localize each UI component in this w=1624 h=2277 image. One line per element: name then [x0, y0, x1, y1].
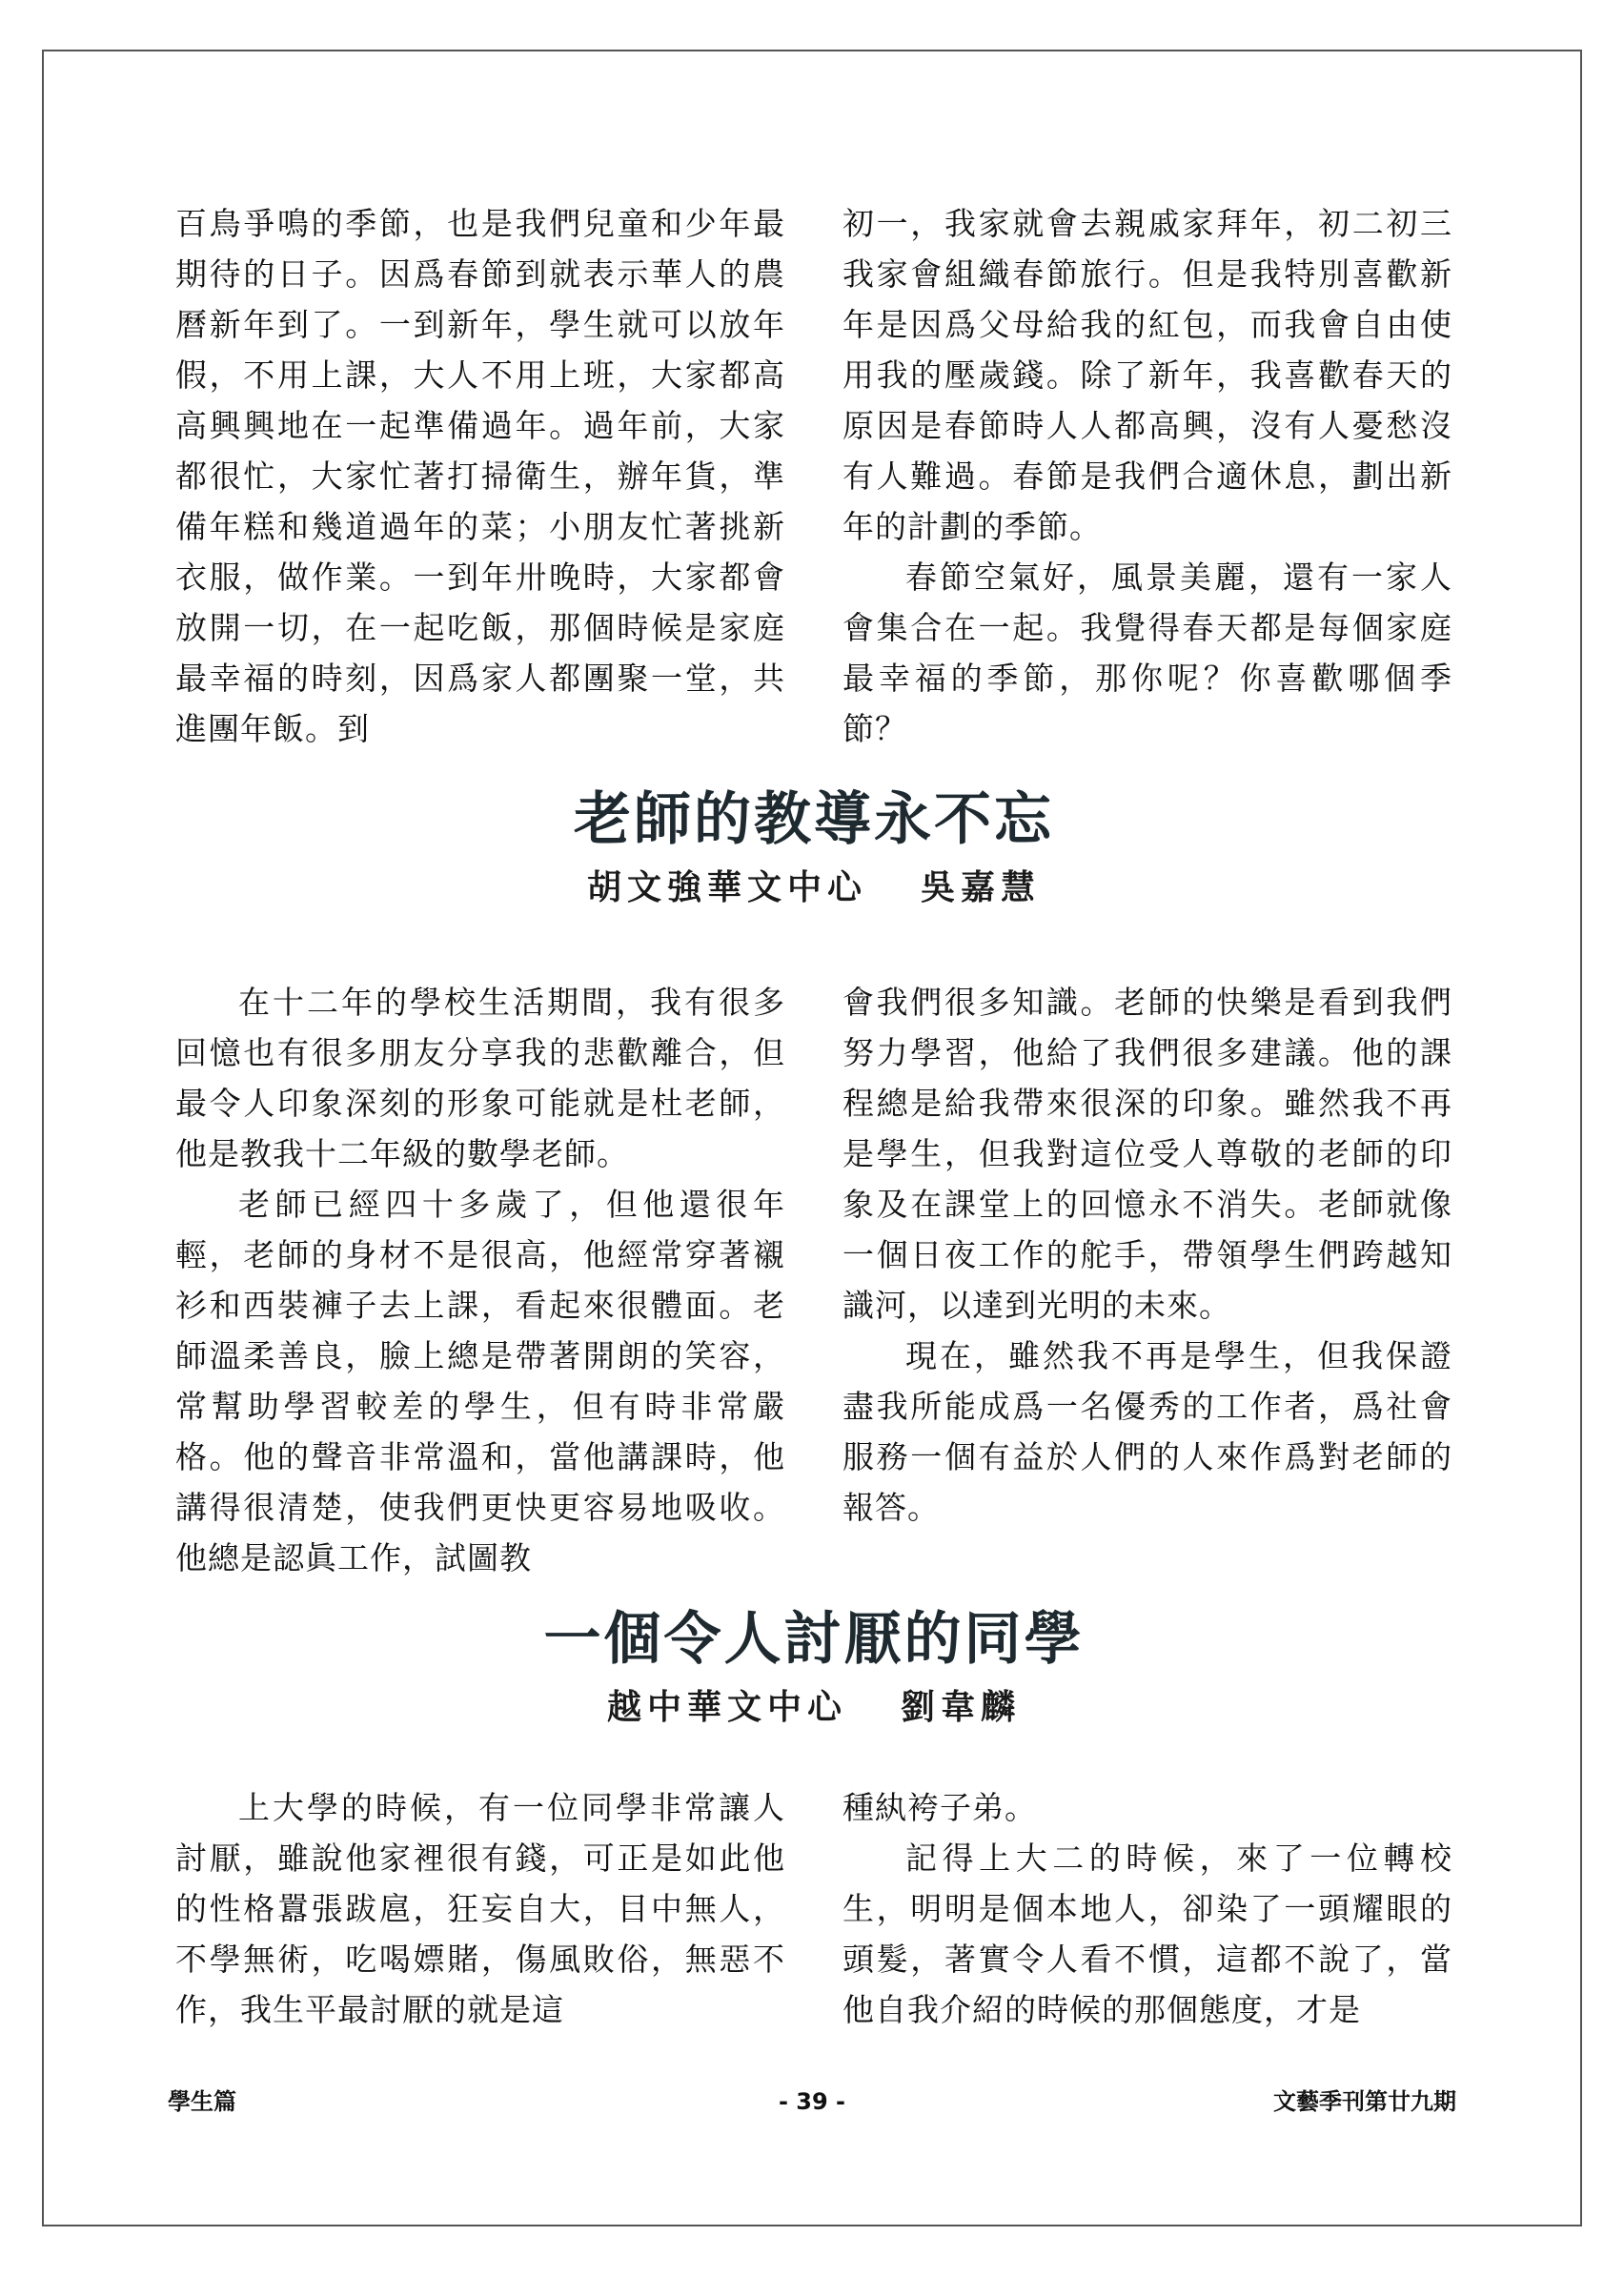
footer-section: 學生篇 [168, 2088, 236, 2115]
page-footer [168, 2084, 1456, 2119]
article-title: 一個令人討厭的同學 [543, 1606, 1085, 1673]
article-title: 老師的教導永不忘 [574, 786, 1054, 853]
paragraph: 記得上大二的時候，來了一位轉校生，明明是個本地人，卻染了一頭耀眼的頭髮，著實令人看不慣，這都不說了，當他自我介紹的時候的那個態度，才是 [842, 1840, 1452, 2028]
article-classmate [175, 1601, 1452, 1731]
author-name: 吳嘉慧 [921, 867, 1042, 907]
paragraph: 在十二年的學校生活期間，我有很多回憶也有很多朋友分享我的悲歡離合，但最令人印象深刻的形象可能就是杜老師，他是教我十二年級的數學老師。 [175, 984, 785, 1172]
article-byline [175, 864, 1452, 911]
author-name: 劉韋麟 [901, 1687, 1022, 1727]
left-column [175, 1782, 785, 2035]
page-number: - 39 - [778, 2088, 846, 2115]
paragraph: 百鳥爭鳴的季節，也是我們兒童和少年最期待的日子。因爲春節到就表示華人的農曆新年到了。一到新年，學生就可以放年假，不用上課，大人不用上班，大家都高高興興地在一起準備過年。過年前，大家都很忙，大家忙著打掃衛生，辦年貨，準備年糕和幾道過年的菜；小朋友忙著挑新衣服，做作業。一到年卅晚時，大家都會放開一切，在一起吃飯，那個時候是家庭最幸福的時刻，因爲家人都團聚一堂，共進團年飯。到 [175, 205, 785, 747]
author-school: 越中華文中心 [606, 1687, 847, 1727]
right-column [842, 977, 1452, 1583]
paragraph: 種紈袴子弟。 [842, 1789, 1037, 1826]
paragraph: 春節空氣好，風景美麗，還有一家人會集合在一起。我覺得春天都是每個家庭最幸福的季節，那你呢？你喜歡哪個季節？ [842, 559, 1452, 747]
paragraph: 會我們很多知識。老師的快樂是看到我們努力學習，他給了我們很多建議。他的課程總是給我帶來很深的印象。雖然我不再是學生，但我對這位受人尊敬的老師的印象及在課堂上的回憶永不消失。老師就像一個日夜工作的舵手，帶領學生們跨越知識河，以達到光明的未來。 [842, 984, 1452, 1324]
article-byline [175, 1683, 1452, 1731]
right-column [842, 198, 1452, 754]
paragraph: 上大學的時候，有一位同學非常讓人討厭，雖說他家裡很有錢，可正是如此他的性格囂張跋扈，狂妄自大，目中無人，不學無術，吃喝嫖賭，傷風敗俗，無惡不作，我生平最討厭的就是這 [175, 1789, 785, 2028]
article-classmate-body [175, 1782, 1452, 2035]
article-teacher-body [175, 977, 1452, 1583]
right-column [842, 1782, 1452, 2035]
paragraph: 現在，雖然我不再是學生，但我保證盡我所能成爲一名優秀的工作者，爲社會服務一個有益於人們的人來作爲對老師的報答。 [842, 1337, 1452, 1526]
paragraph: 老師已經四十多歲了，但他還很年輕，老師的身材不是很高，他經常穿著襯衫和西裝褲子去上課，看起來很體面。老師溫柔善良，臉上總是帶著開朗的笑容，常幫助學習較差的學生，但有時非常嚴格。他的聲音非常溫和，當他講課時，他講得很清楚，使我們更快更容易地吸收。他總是認眞工作，試圖教 [175, 1186, 785, 1576]
left-column [175, 977, 785, 1583]
left-column [175, 198, 785, 754]
author-school: 胡文強華文中心 [586, 867, 867, 907]
article-teacher [175, 782, 1452, 911]
footer-publication: 文藝季刊第廿九期 [1273, 2088, 1456, 2115]
paragraph: 初一，我家就會去親戚家拜年，初二初三我家會組織春節旅行。但是我特別喜歡新年是因爲父母給我的紅包，而我會自由使用我的壓歲錢。除了新年，我喜歡春天的原因是春節時人人都高興，沒有人憂愁沒有人難過。春節是我們合適休息，劃出新年的計劃的季節。 [842, 205, 1452, 545]
continued-article [175, 198, 1452, 754]
